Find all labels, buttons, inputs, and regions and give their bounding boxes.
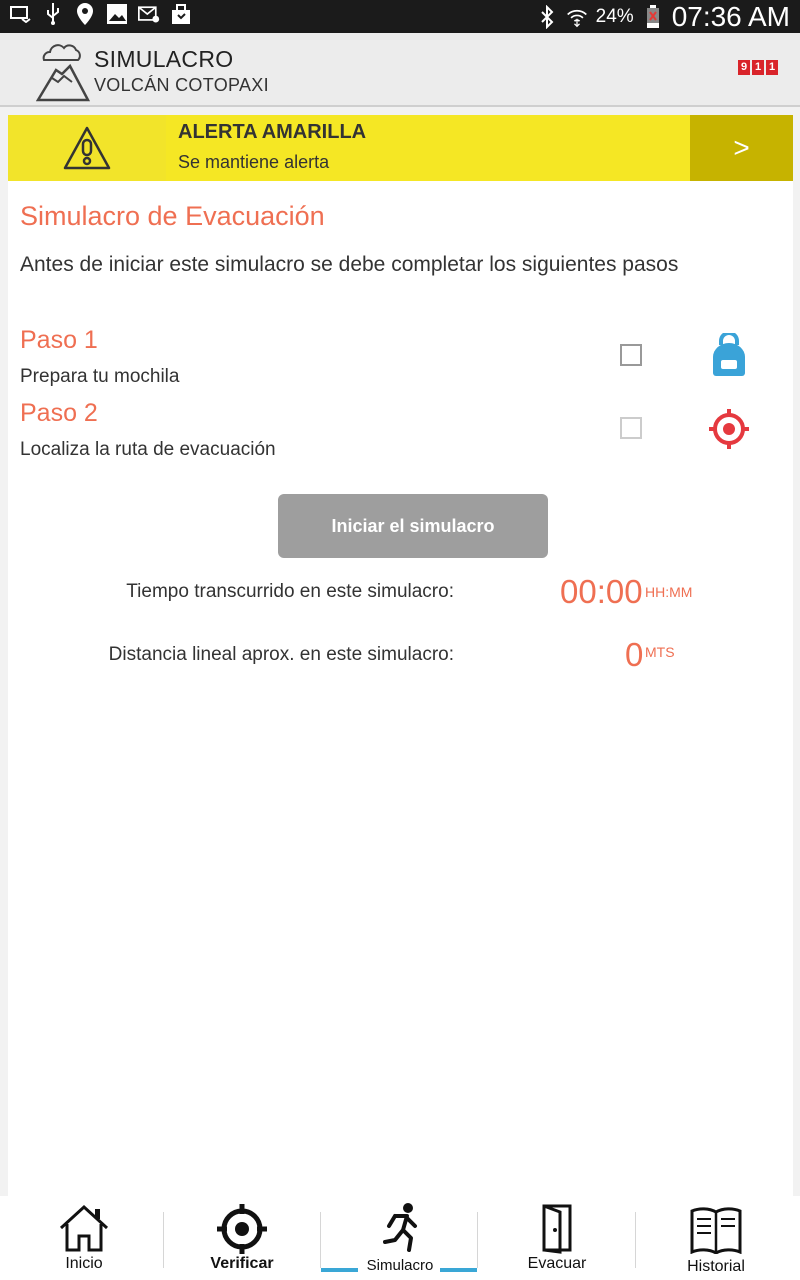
page-title: Simulacro de Evacuación [20,201,325,231]
running-person-icon [373,1202,427,1254]
badge-digit: 9 [738,60,750,75]
nav-historial-label: Historial [687,1258,745,1275]
status-bar [0,0,800,33]
start-simulation-button[interactable]: Iniciar el simulacro [278,494,548,558]
warning-icon [62,125,112,171]
battery-icon [642,6,664,28]
bottom-navigation [0,1196,800,1280]
nav-divider [635,1212,636,1268]
crosshair-icon [215,1202,269,1254]
nav-inicio[interactable] [5,1196,163,1280]
volcano-logo-icon [36,38,90,102]
distance-unit: MTS [645,644,675,660]
clock: 07:36 AM [671,0,790,32]
nav-verificar[interactable] [163,1196,321,1280]
bag-icon [170,3,192,25]
door-icon [530,1202,584,1254]
step-2-description: Localiza la ruta de evacuación [20,439,276,460]
badge-digit: 1 [752,60,764,75]
alert-title: ALERTA AMARILLA [178,121,367,143]
distance-label: Distancia lineal aprox. en este simulacro: [108,644,454,665]
location-icon [74,3,96,25]
nav-inicio-label: Inicio [65,1255,103,1272]
elapsed-time-unit: HH:MM [645,584,693,600]
nav-historial[interactable] [637,1196,795,1280]
alert-subtitle: Se mantiene alerta [178,152,330,172]
step-1-description: Prepara tu mochila [20,366,180,387]
book-icon [689,1202,743,1254]
elapsed-time-label: Tiempo transcurrido en este simulacro: [126,581,454,602]
wifi-icon [566,6,588,28]
battery-percent: 24% [595,5,634,27]
screenshot-icon [10,3,32,25]
alert-banner[interactable] [8,115,793,181]
nav-active-indicator-right [440,1268,477,1272]
app-bar [0,33,800,107]
intro-text: Antes de iniciar este simulacro se debe completar los siguientes pasos [20,253,679,276]
system-icons [536,0,790,33]
step-2-checkbox[interactable] [620,417,642,439]
nav-simulacro-label: Simulacro [366,1257,434,1274]
image-icon [106,3,128,25]
app-subtitle: VOLCÁN COTOPAXI [94,75,269,95]
nav-verificar-label: Verificar [210,1255,274,1272]
main-card [8,115,793,1280]
home-icon [57,1202,111,1254]
backpack-icon[interactable] [708,333,750,377]
nav-evacuar-label: Evacuar [527,1255,587,1272]
notification-icons [10,3,192,25]
nav-evacuar[interactable] [478,1196,636,1280]
usb-icon [42,3,64,25]
alert-icon-box [8,115,166,181]
app-title: SIMULACRO [94,46,234,72]
badge-digit: 1 [766,60,778,75]
email-icon [138,3,160,25]
step-1-checkbox[interactable] [620,344,642,366]
alert-details-button[interactable]: > [690,115,793,181]
target-icon[interactable] [708,407,750,451]
distance-value: 0 [625,636,644,673]
step-2-title: Paso 2 [20,399,98,427]
nav-active-indicator-left [321,1268,358,1272]
elapsed-time-value: 00:00 [560,573,643,610]
bluetooth-icon [536,6,558,28]
emergency-911-button[interactable] [738,60,778,75]
step-1-title: Paso 1 [20,326,98,354]
